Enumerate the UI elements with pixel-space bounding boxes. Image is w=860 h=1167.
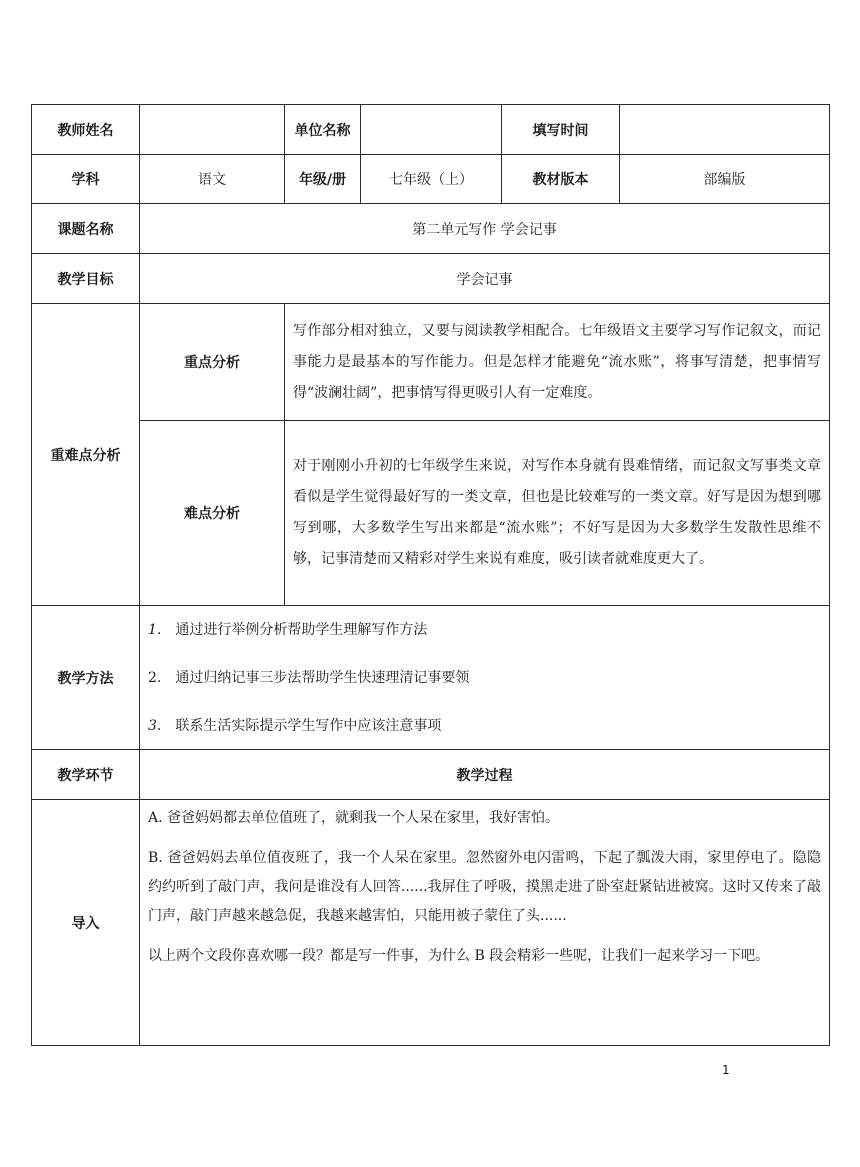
methods-row	[32, 606, 830, 750]
intro-row	[32, 800, 830, 1046]
method-text: 联系生活实际提示学生写作中应该注意事项	[175, 717, 442, 734]
methods-label: 教学方法	[32, 606, 140, 750]
method-item	[148, 716, 821, 736]
fill-date-label: 填写时间	[502, 105, 620, 155]
lesson-plan-table	[31, 104, 830, 1046]
page-number: 1	[722, 1063, 730, 1077]
topic-value: 第二单元写作 学会记事	[140, 204, 830, 254]
goal-label: 教学目标	[32, 254, 140, 304]
analysis-label: 重难点分析	[32, 304, 140, 606]
process-header-row	[32, 750, 830, 800]
edition-label: 教材版本	[502, 155, 620, 204]
method-item	[148, 668, 821, 688]
method-text: 通过进行举例分析帮助学生理解写作方法	[175, 621, 428, 638]
edition-value: 部编版	[620, 155, 830, 204]
teaching-step-label: 教学环节	[32, 750, 140, 800]
goal-value: 学会记事	[140, 254, 830, 304]
grade-value: 七年级（上）	[361, 155, 502, 204]
subject-row	[32, 155, 830, 204]
method-item	[148, 620, 821, 640]
topic-row	[32, 204, 830, 254]
teaching-process-label: 教学过程	[140, 750, 830, 800]
grade-label: 年级/册	[285, 155, 361, 204]
subject-value: 语文	[140, 155, 285, 204]
fill-date-value	[620, 105, 830, 155]
teacher-name-value	[140, 105, 285, 155]
key-point-row	[32, 304, 830, 421]
method-number: 3.	[148, 717, 162, 734]
unit-name-label: 单位名称	[285, 105, 361, 155]
goal-row	[32, 254, 830, 304]
difficult-point-label: 难点分析	[140, 421, 285, 606]
unit-name-value	[361, 105, 502, 155]
intro-paragraph-c: 以上两个文段你喜欢哪一段？都是写一件事，为什么 B 段会精彩一些呢，让我们一起来学习一下吧。	[148, 948, 770, 964]
intro-paragraph-a: A. 爸爸妈妈都去单位值班了，就剩我一个人呆在家里，我好害怕。	[148, 810, 560, 826]
info-row	[32, 105, 830, 155]
difficult-point-row	[32, 421, 830, 606]
teacher-name-label: 教师姓名	[32, 105, 140, 155]
intro-label: 导入	[32, 800, 140, 1046]
method-number: 2.	[148, 669, 162, 686]
key-point-text: 写作部分相对独立，又要与阅读教学相配合。七年级语文主要学习写作记叙文，而记事能力是最基本的写作能力。但是怎样才能避免“流水账”，将事写清楚，把事情写得“波澜壮阔”，把事情写得更吸引人有一定难度。	[285, 304, 830, 421]
topic-label: 课题名称	[32, 204, 140, 254]
difficult-point-text: 对于刚刚小升初的七年级学生来说，对写作本身就有畏难情绪，而记叙文写事类文章看似是学生觉得最好写的一类文章，但也是比较难写的一类文章。好写是因为想到哪写到哪，大多数学生写出来都是“流水账”；不好写是因为大多数学生发散性思维不够，记事清楚而又精彩对学生来说有难度，吸引读者就难度更大了。	[285, 421, 830, 606]
intro-paragraph-b: B. 爸爸妈妈去单位值夜班了，我一个人呆在家里。忽然窗外电闪雷鸣，下起了瓢泼大雨，家里停电了。隐隐约约听到了敲门声，我问是谁没有人回答......我屏住了呼吸，摸黑走进了卧室赶紧钻进被窝。这时又传来了敲门声，敲门声越来越急促，我越来越害怕，只能用被子蒙住了头......	[148, 850, 821, 924]
intro-content	[140, 800, 830, 1046]
method-text: 通过归纳记事三步法帮助学生快速理清记事要领	[175, 669, 470, 686]
method-number: 1.	[148, 621, 162, 638]
key-point-label: 重点分析	[140, 304, 285, 421]
methods-list	[140, 606, 830, 750]
subject-label: 学科	[32, 155, 140, 204]
